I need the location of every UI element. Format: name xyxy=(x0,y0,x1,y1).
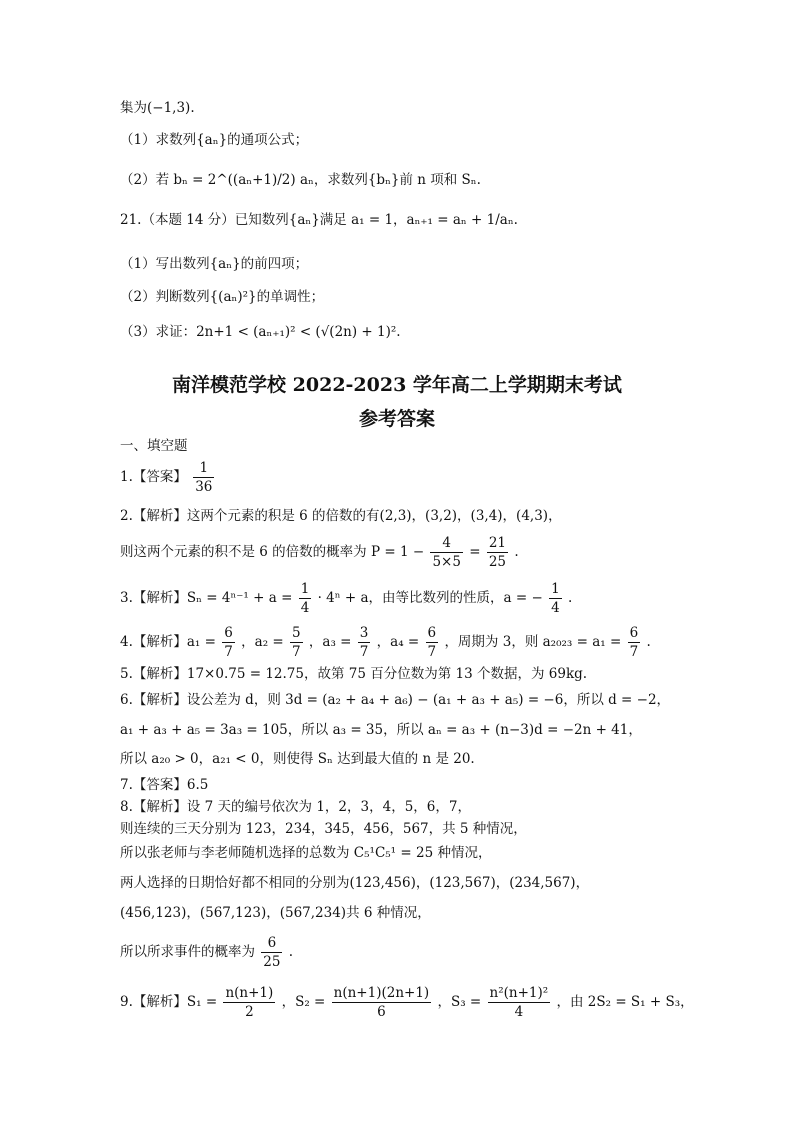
fraction xyxy=(488,984,551,1021)
numerator: 4 xyxy=(430,534,463,553)
fraction xyxy=(222,624,235,661)
denominator: 4 xyxy=(514,1004,524,1020)
fraction xyxy=(290,624,303,661)
denominator: 36 xyxy=(195,479,213,495)
numerator: 6 xyxy=(629,625,639,641)
question-line: （1）求数列{aₙ}的通项公式； xyxy=(120,132,309,148)
question-line: （1）写出数列{aₙ}的前四项； xyxy=(120,256,309,272)
page-title: 南洋模范学校 2022-2023 学年高二上学期期末考试 xyxy=(172,374,622,396)
fraction xyxy=(628,624,641,661)
answer-6-line3: 所以 a₂₀ > 0，a₂₁ < 0，则使得 Sₙ 达到最大值的 n 是 20. xyxy=(120,751,475,767)
fraction xyxy=(193,459,214,496)
fraction xyxy=(223,984,275,1021)
answer-text: 4.【解析】a₁ = xyxy=(120,634,216,650)
numerator: 3 xyxy=(359,625,369,641)
fraction xyxy=(549,580,562,617)
question-line: （2）若 bₙ = 2^((aₙ+1)/2) aₙ，求数列{bₙ}前 n 项和 Sₙ. xyxy=(120,172,481,188)
answer-text: 则这两个元素的积不是 6 的倍数的概率为 P = 1 − xyxy=(120,544,425,560)
answer-8-line1: 8.【解析】设 7 天的编号依次为 1，2，3，4，5，6，7， xyxy=(120,799,471,815)
punctuation: . xyxy=(514,544,519,560)
question-21: 21.（本题 14 分）已知数列{aₙ}满足 a₁ = 1，aₙ₊₁ = aₙ + 1/aₙ. xyxy=(120,212,518,228)
denominator: 25 xyxy=(263,954,281,970)
denominator: 7 xyxy=(427,644,437,660)
denominator: 2 xyxy=(245,1004,254,1020)
answer-text: · 4ⁿ + a，由等比数列的性质，a = − xyxy=(317,590,543,606)
denominator: 6 xyxy=(377,1004,386,1020)
answer-text: ，a₄ = xyxy=(376,634,420,650)
answer-text: ，S₂ = xyxy=(281,994,326,1010)
answer-7: 7.【答案】6.5 xyxy=(120,777,209,793)
numerator: 6 xyxy=(224,625,233,641)
answer-text: ，S₃ = xyxy=(437,994,482,1010)
numerator: 6 xyxy=(427,625,437,641)
answer-1 xyxy=(120,459,216,496)
question-line: 集为(−1,3). xyxy=(120,100,195,116)
numerator: 21 xyxy=(488,535,507,551)
answer-6-line2: a₁ + a₃ + a₅ = 3a₃ = 105，所以 a₃ = 35，所以 aₙ = a₃ + (n−3)d = −2n + 41， xyxy=(120,722,642,738)
answer-8-line6 xyxy=(120,934,293,971)
fraction xyxy=(332,984,432,1021)
answer-text: 9.【解析】S₁ = xyxy=(120,994,218,1010)
numerator: 1 xyxy=(551,581,560,597)
numerator: n²(n+1)² xyxy=(489,985,549,1001)
answer-text: ，周期为 3，则 a₂₀₂₃ = a₁ = xyxy=(444,634,622,650)
numerator: 6 xyxy=(261,934,282,953)
fraction xyxy=(426,624,439,661)
punctuation: . xyxy=(567,590,573,606)
numerator: 1 xyxy=(193,459,214,478)
numerator: 5 xyxy=(292,625,301,641)
denominator: 7 xyxy=(224,644,233,660)
denominator: 4 xyxy=(300,600,310,616)
answer-text: ，a₂ = xyxy=(241,634,284,650)
denominator: 4 xyxy=(551,600,560,616)
page-subtitle: 参考答案 xyxy=(358,408,435,430)
section-heading: 一、填空题 xyxy=(120,438,188,454)
answer-9 xyxy=(120,984,694,1021)
answer-label: 1.【答案】 xyxy=(120,469,187,485)
answer-text: ，由 2S₂ = S₁ + S₃， xyxy=(556,994,694,1010)
question-line: （3）求证：2n+1 < (aₙ₊₁)² < (√(2n) + 1)². xyxy=(120,324,401,340)
fraction xyxy=(487,534,508,571)
answer-4 xyxy=(120,624,651,661)
fraction xyxy=(261,934,282,971)
answer-2-line2 xyxy=(120,534,519,571)
numerator: n(n+1) xyxy=(225,985,274,1001)
denominator: 7 xyxy=(292,644,301,660)
denominator: 5×5 xyxy=(432,554,461,570)
answer-8-line4: 两人选择的日期恰好都不相同的分别为(123,456)，(123,567)，(234,567)， xyxy=(120,875,590,891)
answer-text: 3.【解析】Sₙ = 4ⁿ⁻¹ + a = xyxy=(120,590,293,606)
answer-8-line3: 所以张老师与李老师随机选择的总数为 C₅¹C₅¹ = 25 种情况， xyxy=(120,845,492,861)
fraction xyxy=(358,624,371,661)
punctuation: . xyxy=(646,634,651,650)
punctuation: . xyxy=(288,944,294,960)
answer-8-line5: (456,123)，(567,123)，(567,234)共 6 种情况， xyxy=(120,905,431,921)
denominator: 7 xyxy=(629,644,639,660)
fraction xyxy=(299,580,312,617)
answer-6-line1: 6.【解析】设公差为 d，则 3d = (a₂ + a₄ + a₆) − (a₁ + a₃ + a₅) = −6，所以 d = −2， xyxy=(120,692,671,708)
question-line: （2）判断数列{(aₙ)²}的单调性； xyxy=(120,289,325,305)
equals-sign: = xyxy=(469,544,481,560)
denominator: 7 xyxy=(359,644,369,660)
numerator: n(n+1)(2n+1) xyxy=(333,985,430,1001)
answer-text: ，a₃ = xyxy=(308,634,352,650)
answer-8-line2: 则连续的三天分别为 123，234，345，456，567，共 5 种情况， xyxy=(120,821,527,837)
answer-5: 5.【解析】17×0.75 = 12.75，故第 75 百分位数为第 13 个数据，为 69kg. xyxy=(120,666,588,682)
answer-2-line1: 2.【解析】这两个元素的积是 6 的倍数的有(2,3)，(3,2)，(3,4)，(4,3)， xyxy=(120,508,562,524)
answer-3 xyxy=(120,580,572,617)
numerator: 1 xyxy=(300,581,310,597)
denominator: 25 xyxy=(488,554,507,570)
answer-text: 所以所求事件的概率为 xyxy=(120,944,255,960)
fraction xyxy=(430,534,463,571)
